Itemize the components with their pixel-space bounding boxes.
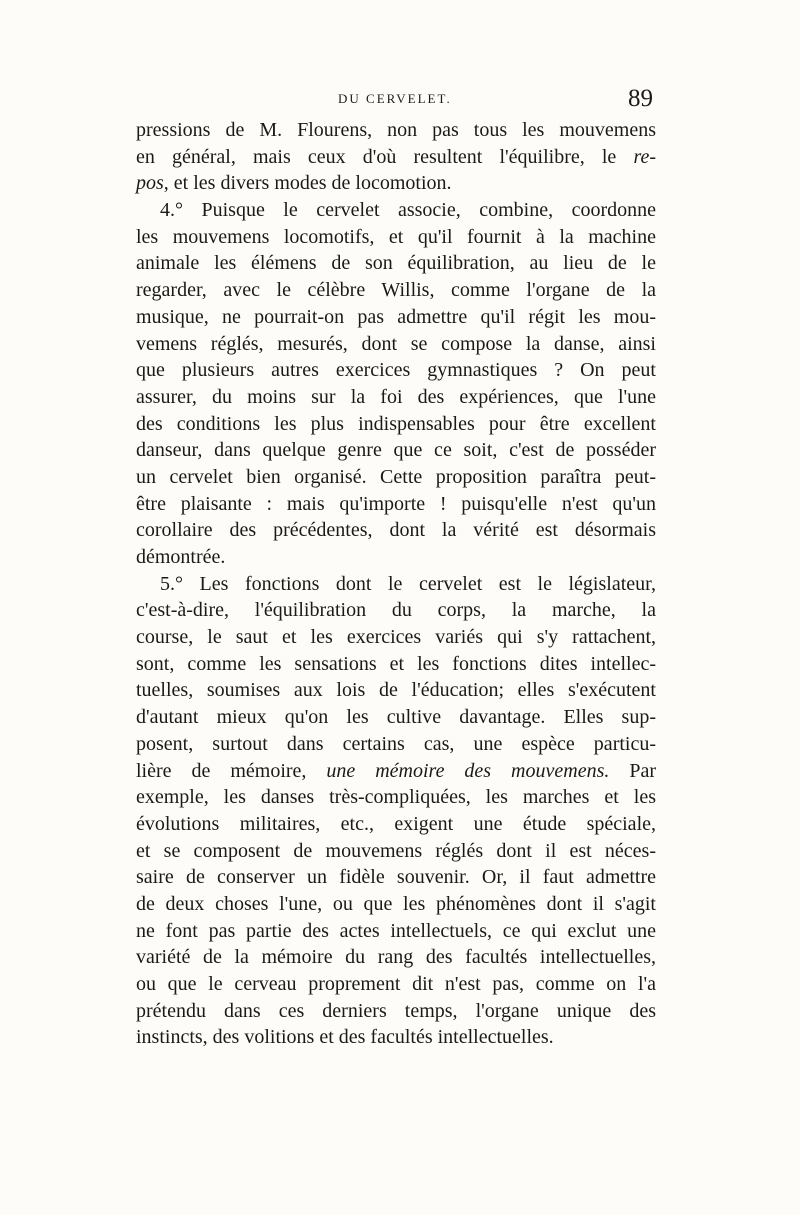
text-line: pressions de M. Flourens, non pas tous les mouvemens xyxy=(136,119,656,141)
text-line: vemens réglés, mesurés, dont se compose la danse, ainsi xyxy=(136,332,656,355)
text-line: des conditions les plus indispensables pour être excellent xyxy=(136,412,656,435)
text-line: lière de mémoire, une mémoire des mouvemens. Par xyxy=(136,759,657,782)
italic-text: une mémoire des mouvemens. xyxy=(326,759,610,782)
text-line: c'est-à-dire, l'équilibration du corps, la marche, la xyxy=(136,599,656,622)
text-line: d'autant mieux qu'on les cultive davantage. Elles sup- xyxy=(136,706,656,729)
text-line: pos, et les divers modes de locomotion. xyxy=(136,172,452,195)
text-line: que plusieurs autres exercices gymnastiques ? On peut xyxy=(136,359,656,382)
text-line: et se composent de mouvemens réglés dont il est néces- xyxy=(136,839,656,862)
running-title: DU CERVELET. xyxy=(338,91,452,106)
text-line: variété de la mémoire du rang des facultés intellectuelles, xyxy=(136,946,656,969)
text-line: prétendu dans ces derniers temps, l'organe unique des xyxy=(136,999,656,1022)
text-line: saire de conserver un fidèle souvenir. Or, il faut admettre xyxy=(136,866,656,889)
text-line: posent, surtout dans certains cas, une espèce particu- xyxy=(136,732,656,755)
page-number: 89 xyxy=(628,85,653,112)
text-line: regarder, avec le célèbre Willis, comme l'organe de la xyxy=(136,279,656,302)
text-line: démontrée. xyxy=(136,546,226,568)
body-text xyxy=(136,117,656,1051)
text-line: être plaisante : mais qu'importe ! puisqu'elle n'est qu'un xyxy=(136,492,656,515)
text-line: instincts, des volitions et des facultés intellectuelles. xyxy=(136,1026,554,1049)
text-line: course, le saut et les exercices variés qui s'y rattachent, xyxy=(136,626,656,649)
text-line: musique, ne pourrait-on pas admettre qu'il régit les mou- xyxy=(136,305,656,328)
text-line: ne font pas partie des actes intellectuels, ce qui exclut une xyxy=(136,919,656,942)
text-line: évolutions militaires, etc., exigent une étude spéciale, xyxy=(136,812,656,835)
text-line: corollaire des précédentes, dont la vérité est désormais xyxy=(136,519,656,542)
paragraph-start-line: 5.° Les fonctions dont le cervelet est le législateur, xyxy=(160,572,656,595)
text-line: les mouvemens locomotifs, et qu'il fournit à la machine xyxy=(136,225,656,248)
text-line: animale les élémens de son équilibration, au lieu de le xyxy=(136,252,656,275)
text-line: ou que le cerveau proprement dit n'est pas, comme on l'a xyxy=(136,973,656,995)
text-line: assurer, du moins sur la foi des expériences, que l'une xyxy=(136,385,656,408)
italic-text: pos xyxy=(136,172,164,195)
paragraph-start-line: 4.° Puisque le cervelet associe, combine, coordonne xyxy=(160,199,656,222)
text-line: danseur, dans quelque genre que ce soit, c'est de posséder xyxy=(136,439,656,462)
text-line: tuelles, soumises aux lois de l'éducation; elles s'exécutent xyxy=(136,679,656,702)
running-header xyxy=(0,87,800,115)
text-line: de deux choses l'une, ou que les phénomènes dont il s'agit xyxy=(136,892,656,915)
text-line: exemple, les danses très-compliquées, les marches et les xyxy=(136,786,656,809)
text-line: un cervelet bien organisé. Cette proposition paraîtra peut- xyxy=(136,465,656,488)
text-line: en général, mais ceux d'où resultent l'équilibre, le re- xyxy=(136,145,657,168)
text-line: sont, comme les sensations et les fonctions dites intellec- xyxy=(136,652,656,675)
italic-text: re- xyxy=(633,145,657,168)
